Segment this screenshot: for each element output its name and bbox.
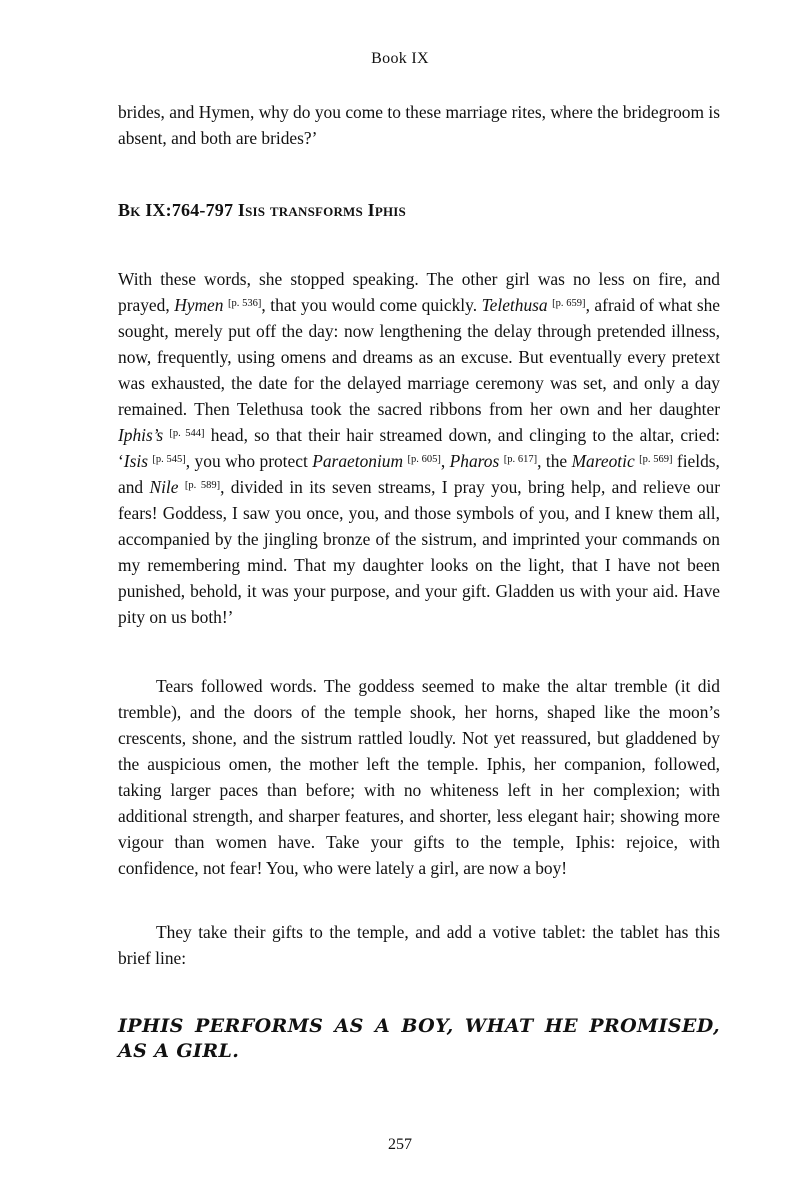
ref-name-iphis: Iphis’s [118,425,164,445]
page-ref-mareotic: [p. 569] [639,454,673,465]
page-ref-pharos: [p. 617] [503,454,538,465]
text-run: With these words, she stopped speaking. The other girl was no less on fire, and prayed, [118,269,720,315]
text-run: fields, and [118,451,720,497]
page-number: 257 [388,1136,412,1153]
text-run: , the [537,451,568,471]
ref-name-telethusa: Telethusa [481,295,548,315]
running-head: Book IX [371,50,429,67]
paragraph-3: They take their gifts to the temple, and add a votive tablet: the tablet has this brief line: [118,922,720,968]
ref-name-isis: Isis [123,451,148,471]
page-ref-isis: [p. 545] [152,454,186,465]
text-run: , you who protect [185,451,308,471]
text-run: , that you would come quickly. [261,295,478,315]
text-run: , [440,451,446,471]
ref-name-nile: Nile [149,477,179,497]
text-run: , afraid of what she sought, merely put off the day: now lengthening the delay through pretended illness, now, frequently, using omens and dreams as an excuse. But eventually every pretext was exhausted, the date for the delayed marriage ceremony was set, and only a day remained. Then Telethusa took the sacred ribbons from her own and her daughter [118,295,721,419]
section-heading: Bk IX:764-797 Isis transforms Iphis [118,200,406,220]
votive-inscription: IPHIS PERFORMS AS A BOY, WHAT HE PROMISED, AS A GIRL. [118,1015,720,1062]
page-ref-telethusa: [p. 659] [552,298,586,309]
ref-name-hymen: Hymen [174,295,224,315]
paragraph-2: Tears followed words. The goddess seemed to make the altar tremble (it did tremble), and the doors of the temple shook, her horns, shaped like the moon’s crescents, shone, and the sistrum rattled loudly. Not yet reassured, but gladdened by the auspicious omen, the mother left the temple. Iphis, her companion, followed, taking larger paces than before; with no whiteness left in her complexion; with additional strength, and sharper features, and shorter, less elegant hair; showing more vigour than women have. Take your gifts to the temple, Iphis: rejoice, with confidence, not fear! You, who were lately a girl, are now a boy! [118,676,720,878]
page-ref-paraetonium: [p. 605] [407,454,441,465]
intro-paragraph: brides, and Hymen, why do you come to these marriage rites, where the bridegroom is absent, and both are brides?’ [118,102,720,148]
text-run: head, so that their hair streamed down, and clinging to the altar, cried: ‘ [118,425,720,471]
page-ref-iphis: [p. 544] [169,428,205,439]
paragraph-1 [118,266,720,630]
page-ref-hymen: [p. 536] [228,298,262,309]
text-run: , divided in its seven streams, I pray you, bring help, and relieve our fears! Goddess, I saw you once, you, and those symbols of you, and I knew them all, accompanied by the jingling bronze of the sistrum, and imprinted your commands on my remembering mind. That my daughter looks on the light, that I have not been punished, behold, it was your purpose, and your gift. Gladden us with your aid. Have pity on us both!’ [118,477,720,627]
ref-name-paraetonium: Paraetonium [312,451,404,471]
page-ref-nile: [p. 589] [184,480,221,491]
ref-name-mareotic: Mareotic [571,451,635,471]
ref-name-pharos: Pharos [449,451,500,471]
